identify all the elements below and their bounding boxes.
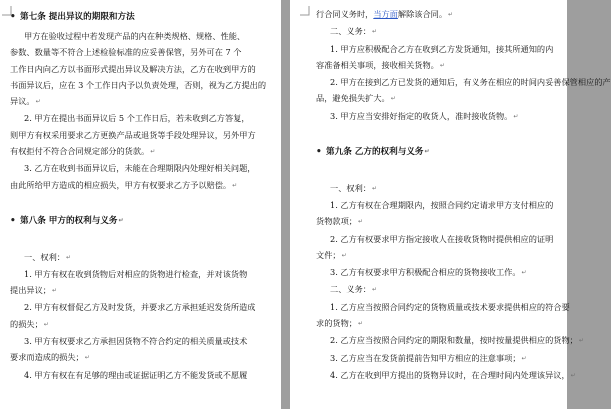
line-text: 参数、数量等不符合上述检验标准的应妥善保管，另外可在 7 个 [10, 47, 242, 58]
line-text: 二、义务： [330, 26, 371, 37]
margin-corner-marker-right [300, 1, 310, 11]
line-text: 工作日内向乙方以书面形式提出异议及解决方法，乙方在收到甲方的 [10, 63, 256, 74]
paragraph-mark-icon: ↵ [35, 98, 41, 106]
paragraph-mark-icon: ↵ [357, 320, 363, 328]
paragraph-line [316, 350, 555, 367]
paragraph-line [10, 143, 267, 160]
paragraph-line [10, 110, 267, 126]
paragraph-line [10, 282, 267, 299]
line-text: 3. 甲方应当安排好指定的收货人，准时接收货物。 [330, 110, 513, 121]
left-page-text [10, 6, 267, 383]
paragraph-mark-icon: ↵ [371, 28, 377, 36]
line-text: 2. 甲方有权督促乙方及时发货，并要求乙方承担延迟发货所造成 [24, 302, 256, 313]
subsection-label [316, 23, 555, 40]
line-text: 3. 乙方在收到书面异议后，未能在合理期限内处理好相关问题， [24, 163, 256, 174]
paragraph-line [10, 367, 267, 383]
paragraph-line [10, 61, 267, 77]
paragraph-line [316, 197, 555, 213]
line-text: 3. 乙方应当在发货前提前告知甲方相应的注意事项； [330, 352, 521, 363]
paragraph-line [316, 57, 555, 74]
paragraph-mark-icon: ↵ [424, 148, 430, 156]
paragraph-line [10, 160, 267, 176]
paragraph-mark-icon: ↵ [521, 269, 527, 277]
line-text: 1. 乙方应当按照合同约定的货物质量或技术要求提供相应的符合要 [330, 301, 570, 312]
paragraph-mark-icon: ↵ [65, 253, 71, 261]
paragraph-line [316, 108, 555, 125]
paragraph-mark-icon: ↵ [341, 251, 347, 259]
line-text: 提出异议； [10, 285, 51, 296]
line-text: 1. 乙方有权在合理期限内，按照合同约定请求甲方支付相应的 [330, 199, 554, 210]
paragraph-line [10, 177, 267, 194]
line-text: 4. 甲方有权在有足够的理由或证据证明乙方不能发货或不愿履 [24, 369, 248, 380]
subsection-label [10, 249, 267, 266]
line-text: 第九条 乙方的权利与义务 [326, 147, 424, 158]
paragraph-mark-icon: ↵ [357, 218, 363, 226]
line-text: 1. 甲方有权在收到货物后对相应的货物进行检查，并对该货物 [24, 268, 248, 279]
line-text: 2. 甲方在接到乙方已发货的通知后，有义务在相应的时间内妥善保管相应的产 [330, 77, 611, 88]
paragraph-mark-icon: ↵ [439, 61, 445, 69]
blank-line [316, 163, 555, 179]
paragraph-mark-icon: ↵ [232, 181, 238, 189]
paragraph-mark-icon: ↵ [448, 11, 454, 18]
paragraph-line [316, 332, 584, 349]
bullet-icon: • [316, 147, 322, 158]
line-text: 文件； [316, 249, 341, 260]
paragraph-line [316, 231, 555, 247]
section-heading [10, 6, 267, 28]
paragraph-mark-icon: ↵ [43, 320, 49, 328]
blank-line [10, 194, 267, 210]
line-text: 异议。 [10, 96, 35, 107]
paragraph-mark-icon: ↵ [513, 112, 519, 120]
document-page-left[interactable] [0, 0, 281, 409]
paragraph-mark-icon: ↵ [371, 184, 377, 192]
line-text: 4. 乙方在收到甲方提出的货物异议时，在合理时间内处理该异议， [330, 369, 570, 380]
subsection-label [316, 281, 555, 298]
blank-line [10, 232, 267, 248]
line-text: 货物款项； [316, 216, 357, 227]
section-heading [316, 141, 555, 163]
document-page-right[interactable] [290, 0, 611, 409]
line-text: 一、权利： [24, 251, 65, 262]
line-text: 3. 乙方有权要求甲方积极配合相应的货物接收工作。 [330, 267, 521, 278]
bullet-icon: • [10, 12, 16, 22]
line-text: 甲方在验收过程中若发现产品的内在种类规格、规格、性能、 [24, 31, 246, 41]
paragraph-line [10, 93, 267, 110]
paragraph-mark-icon: ↵ [521, 354, 527, 362]
paragraph-mark-icon: ↵ [390, 95, 396, 103]
line-text: 第八条 甲方的权利与义务 [20, 216, 118, 227]
line-text: 有权拒付不符合合同规定部分的货款。 [10, 146, 150, 157]
paragraph-line [10, 28, 267, 44]
paragraph-mark-icon: ↵ [150, 148, 156, 156]
paragraph-line [316, 264, 555, 281]
paragraph-mark-icon: ↵ [84, 354, 90, 362]
paragraph-line [316, 315, 555, 332]
paragraph-mark-icon: ↵ [578, 337, 584, 345]
line-text: 3. 甲方有权要求乙方承担因货物不符合约定的相关质量或技术 [24, 336, 248, 347]
paragraph-line [316, 299, 570, 315]
line-text: 2. 乙方有权要求甲方指定接收人在接收货物时提供相应的证明 [330, 233, 554, 244]
paragraph-line [316, 74, 611, 90]
paragraph-line [10, 266, 267, 282]
paragraph-mark-icon: ↵ [371, 286, 377, 294]
paragraph-mark-icon: ↵ [570, 371, 576, 379]
line-text: 容准备相关事项，接收相关货物。 [316, 59, 439, 70]
paragraph-line [10, 127, 267, 143]
paragraph-line [10, 299, 267, 315]
line-text: 二、义务： [330, 284, 371, 295]
paragraph-line [10, 44, 267, 60]
paragraph-line [10, 316, 267, 333]
paragraph-line [316, 213, 555, 230]
line-text: 的损失； [10, 318, 43, 329]
paragraph-line [10, 349, 267, 366]
paragraph-mark-icon: ↵ [118, 217, 124, 225]
paragraph-line [316, 367, 576, 384]
line-text: 书面异议后，应在 3 个工作日内予以负责处理，否则，视为乙方提出的 [10, 79, 267, 90]
paragraph-line: 行合同义务时，当方面解除该合同。↵ [316, 9, 454, 19]
line-text: 第七条 提出异议的期限和方法 [20, 12, 135, 22]
paragraph-line [10, 333, 267, 349]
right-page-text [316, 23, 611, 384]
line-text: 由此所给甲方造成的相应损失，甲方有权要求乙方予以赔偿。 [10, 179, 232, 190]
line-text: 求的货物； [316, 318, 357, 329]
line-text: 品，避免损失扩大。 [316, 93, 390, 104]
line-text: 1. 甲方应积极配合乙方在收到乙方发货通知，接其所通知的内 [330, 43, 554, 54]
line-text: 2. 乙方应当按照合同约定的期限和数量，按时按量提供相应的货物； [330, 335, 578, 346]
line-text: 要求而造成的损失； [10, 352, 84, 363]
paragraph-mark-icon: ↵ [51, 287, 57, 295]
hyperlink-text[interactable]: 当方面 [373, 9, 398, 19]
paragraph-line [316, 90, 555, 107]
bullet-icon: • [10, 216, 16, 227]
line-text: 一、权利： [330, 182, 371, 193]
paragraph-line [316, 247, 555, 264]
section-heading [10, 210, 267, 232]
paragraph-line [10, 77, 267, 93]
line-text: 2. 甲方在提出书面异议后 5 个工作日后，若未收到乙方答复， [24, 113, 250, 124]
line-text: 则甲方有权采用要求乙方更换产品或退货等手段处理异议，另外甲方 [10, 129, 256, 140]
subsection-label [316, 180, 555, 197]
paragraph-line [316, 41, 555, 57]
blank-line [316, 125, 555, 141]
